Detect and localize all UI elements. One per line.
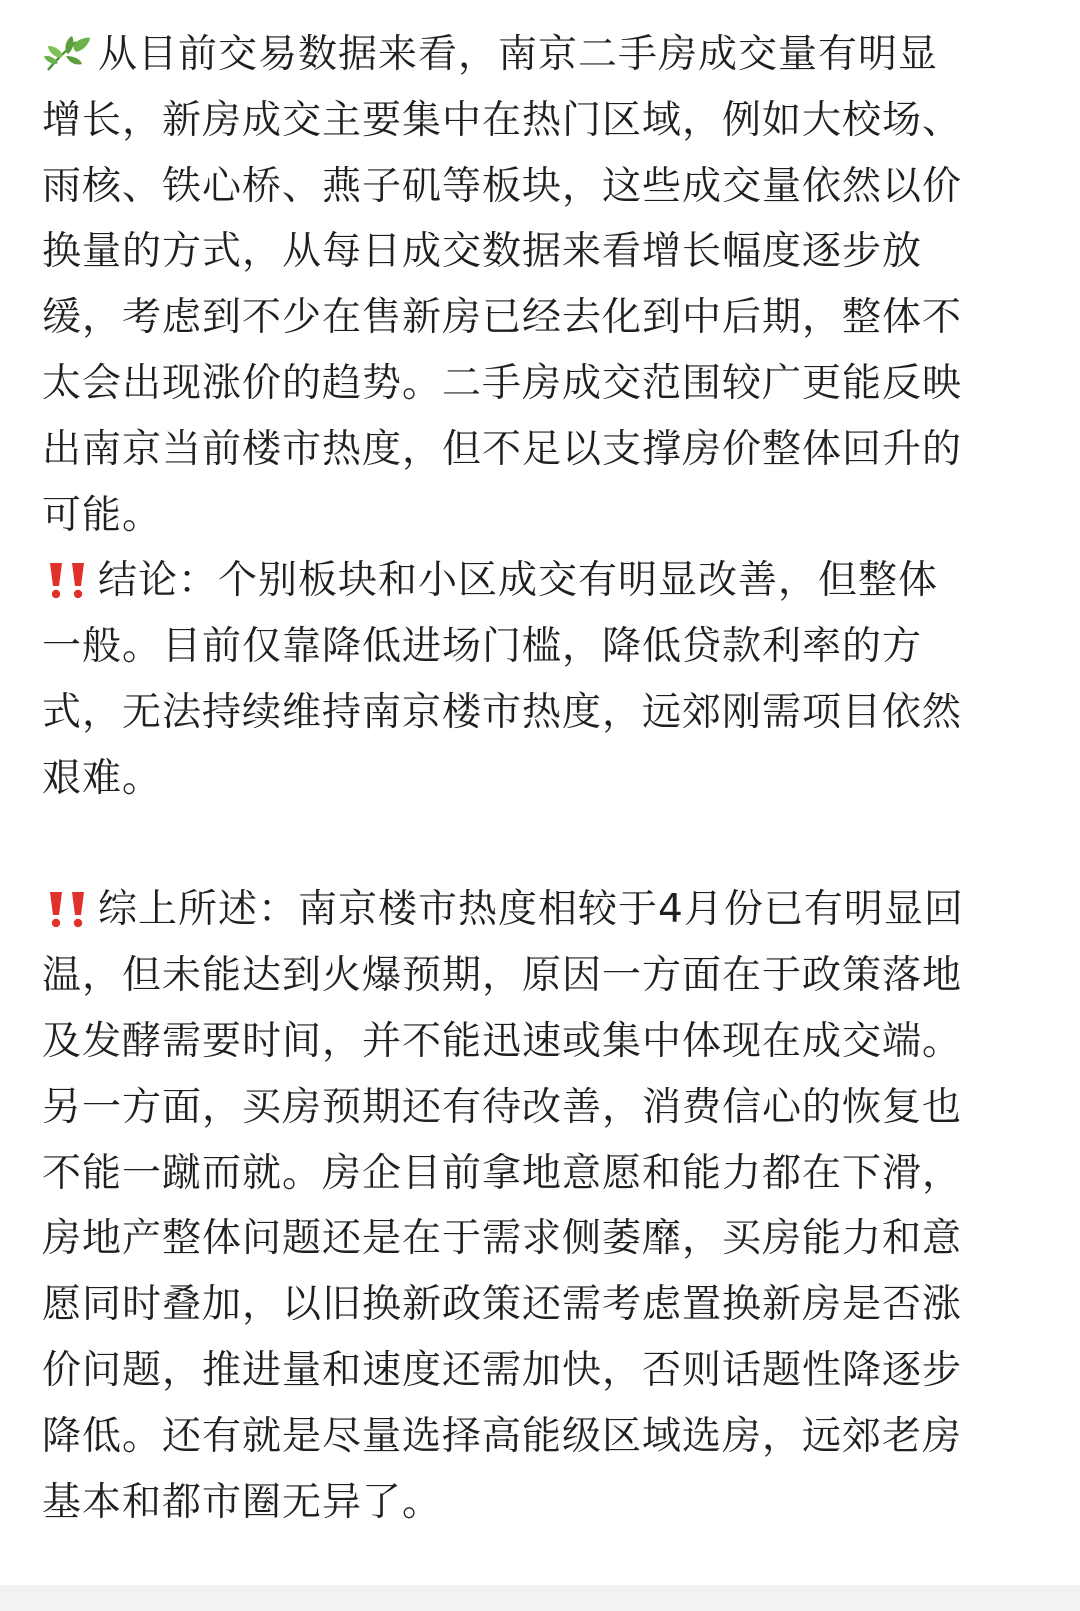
paragraph-2-line-3: 式，无法持续维持南京楼市热度，远郊刚需项目依然 xyxy=(42,689,963,735)
paragraph-3-line-2: 温，但未能达到火爆预期，原因一方面在于政策落地 xyxy=(42,953,963,999)
paragraph-1-line-5: 缓，考虑到不少在售新房已经去化到中后期，整体不 xyxy=(42,295,963,341)
leaf-icon xyxy=(42,34,94,74)
bottom-divider xyxy=(0,1585,1080,1611)
paragraph-1-line-6: 太会出现涨价的趋势。二手房成交范围较广更能反映 xyxy=(42,360,963,406)
paragraph-2-line-1 xyxy=(42,548,1080,614)
paragraph-1-text: 从目前交易数据来看，南京二手房成交量有明显 xyxy=(98,32,939,77)
paragraph-1-line-1 xyxy=(42,22,1080,88)
paragraph-1-line-3: 雨核、铁心桥、燕子矶等板块，这些成交量依然以价 xyxy=(42,163,963,209)
paragraph-3-line-1 xyxy=(42,877,1080,943)
paragraph-2-text: 结论：个别板块和小区成交有明显改善，但整体 xyxy=(98,558,939,604)
paragraph-1-line-4: 换量的方式，从每日成交数据来看增长幅度逐步放 xyxy=(42,229,923,275)
paragraph-2-line-4: 艰难。 xyxy=(42,755,163,801)
double-exclamation-icon xyxy=(42,889,94,929)
paragraph-3-line-4: 另一方面，买房预期还有待改善，消费信心的恢复也 xyxy=(42,1084,963,1130)
paragraph-1-line-2: 增长，新房成交主要集中在热门区域，例如大校场、 xyxy=(42,97,963,143)
paragraph-1-line-8: 可能。 xyxy=(42,492,163,538)
paragraph-3-line-6: 房地产整体问题还是在于需求侧萎靡，买房能力和意 xyxy=(42,1216,963,1262)
paragraph-3-line-10: 基本和都市圈无异了。 xyxy=(42,1479,443,1525)
paragraph-1-line-7: 出南京当前楼市热度，但不足以支撑房价整体回升的 xyxy=(42,426,963,472)
paragraph-3-line-7: 愿同时叠加，以旧换新政策还需考虑置换新房是否涨 xyxy=(42,1282,963,1328)
paragraph-3-text: 综上所述：南京楼市热度相较于4月份已有明显回 xyxy=(98,887,964,933)
paragraph-2-line-2: 一般。目前仅靠降低进场门槛，降低贷款利率的方 xyxy=(42,624,923,670)
paragraph-spacer xyxy=(42,812,1080,878)
paragraph-3-line-3: 及发酵需要时间，并不能迅速或集中体现在成交端。 xyxy=(42,1018,963,1064)
paragraph-3-line-5: 不能一蹴而就。房企目前拿地意愿和能力都在下滑， xyxy=(42,1150,963,1196)
paragraph-3-line-8: 价问题，推进量和速度还需加快，否则话题性降逐步 xyxy=(42,1347,963,1393)
double-exclamation-icon xyxy=(42,560,94,600)
paragraph-3-line-9: 降低。还有就是尽量选择高能级区域选房，远郊老房 xyxy=(42,1413,963,1459)
